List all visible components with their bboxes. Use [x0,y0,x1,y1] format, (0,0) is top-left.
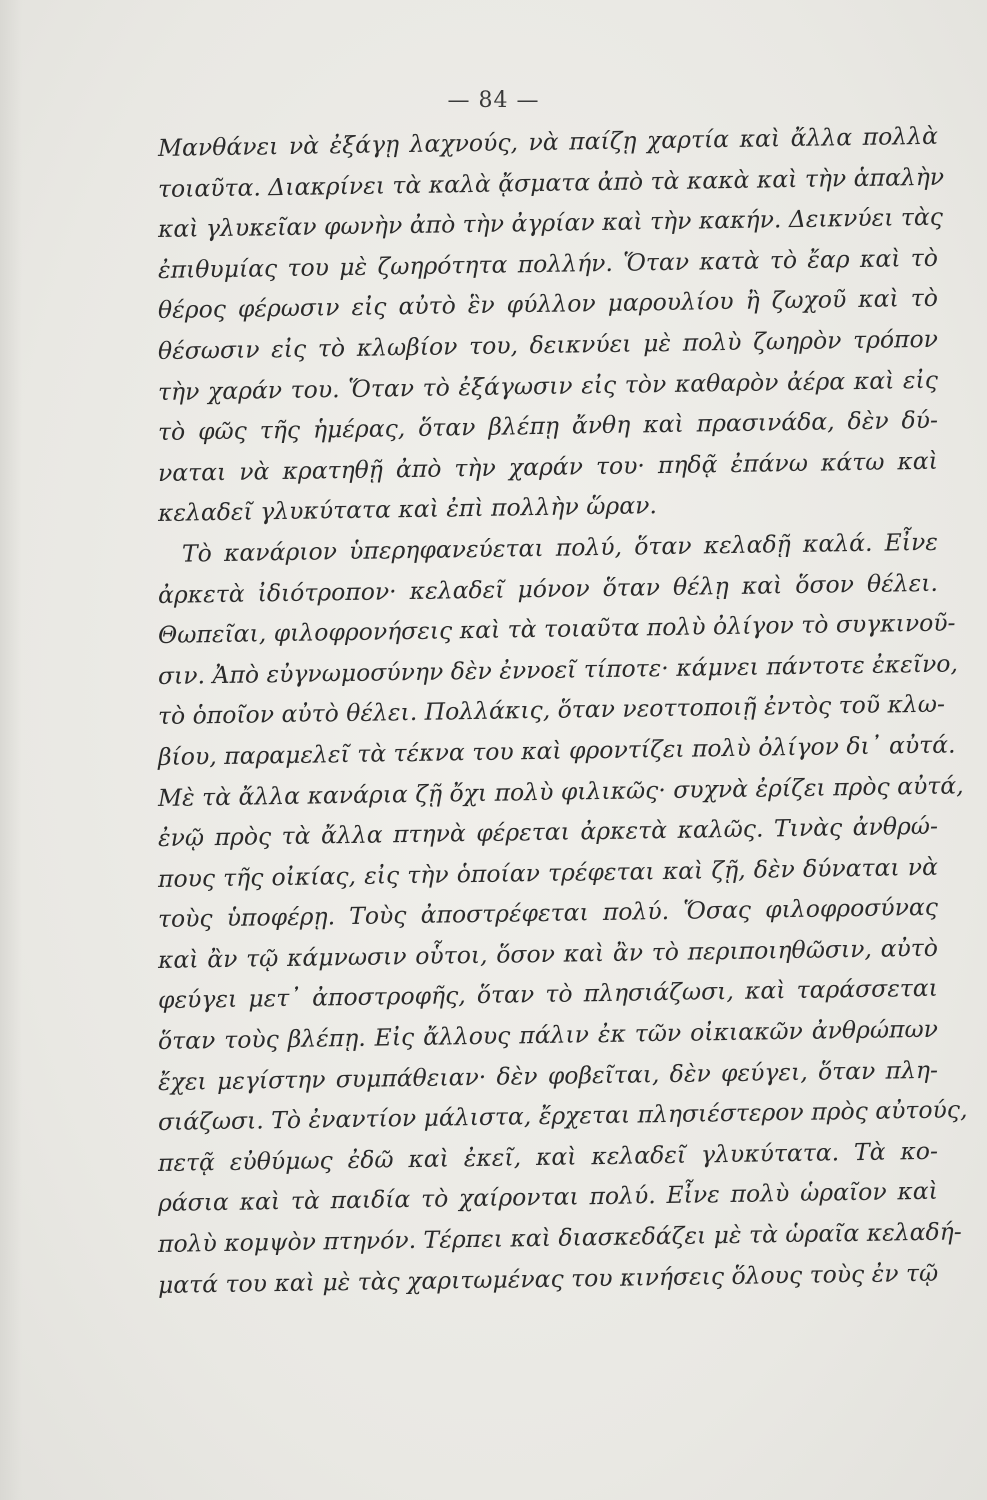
text-line: ματά του καὶ μὲ τὰς χαριτωμένας του κινήσεις ὅλους τοὺς ἐν τῷ [157,1258,939,1299]
text-line: Μὲ τὰ ἄλλα κανάρια ζῇ ὄχι πολὺ φιλικῶς· συχνὰ ἐρίζει πρὸς αὐτά, [157,770,964,812]
text-line: τὴν χαράν του. Ὅταν τὸ ἐξάγωσιν εἰς τὸν καθαρὸν ἀέρα καὶ εἰς [157,365,939,406]
text-line: ἔχει μεγίστην συμπάθειαν· δὲν φοβεῖται, δὲν φεύγει, ὅταν πλη- [157,1055,939,1096]
text-line: Τὸ κανάριον ὑπερηφανεύεται πολύ, ὅταν κελαδῇ καλά. Εἶνε [181,527,939,568]
text-line: τὸ φῶς τῆς ἡμέρας, ὅταν βλέπῃ ἄνθη καὶ πρασινάδα, δὲν δύ- [157,405,939,447]
text-line: θέσωσιν εἰς τὸ κλωβίον του, δεικνύει μὲ πολὺ ζωηρὸν τρόπον [157,324,939,365]
page-binding-shadow [0,0,22,1500]
text-line: σιν. Ἀπὸ εὐγνωμοσύνην δὲν ἐννοεῖ τίποτε· κάμνει πάντοτε ἐκεῖνο, [157,649,959,690]
text-line: σιάζωσι. Τὸ ἐναντίον μάλιστα, ἔρχεται πλησιέστερον πρὸς αὐτούς, [157,1095,968,1137]
text-line: κελαδεῖ γλυκύτατα καὶ ἐπὶ πολλὴν ὥραν. [157,491,658,528]
text-line: ἐπιθυμίας του μὲ ζωηρότητα πολλήν. Ὅταν κατὰ τὸ ἔαρ καὶ τὸ [157,243,939,284]
text-line: ράσια καὶ τὰ παιδία τὸ χαίρονται πολύ. Εἶνε πολὺ ὡραῖον καὶ [157,1177,939,1218]
text-line: πολὺ κομψὸν πτηνόν. Τέρπει καὶ διασκεδάζει μὲ τὰ ὡραῖα κελαδή- [157,1217,962,1259]
text-line: ναται νὰ κρατηθῇ ἀπὸ τὴν χαράν του· πηδᾷ ἐπάνω κάτω καὶ [157,446,939,487]
text-line: ἐνῷ πρὸς τὰ ἄλλα πτηνὰ φέρεται ἀρκετὰ καλῶς. Τινὰς ἀνθρώ- [157,811,939,853]
body-text [157,121,968,1305]
text-line: ὅταν τοὺς βλέπῃ. Εἰς ἄλλους πάλιν ἐκ τῶν οἰκιακῶν ἀνθρώπων [157,1014,939,1056]
text-line: βίου, παραμελεῖ τὰ τέκνα του καὶ φροντίζει πολὺ ὀλίγον δι᾽ αὐτά. [157,730,956,771]
text-line: τοιαῦτα. Διακρίνει τὰ καλὰ ᾄσματα ἀπὸ τὰ κακὰ καὶ τὴν ἁπαλὴν [157,162,945,203]
text-line: θέρος φέρωσιν εἰς αὐτὸ ἓν φύλλον μαρουλίου ἢ ζωχοῦ καὶ τὸ [157,284,939,325]
text-line: τὸ ὁποῖον αὐτὸ θέλει. Πολλάκις, ὅταν νεοττοποιῇ ἐντὸς τοῦ κλω- [157,689,946,731]
text-line: Μανθάνει νὰ ἐξάγῃ λαχνούς, νὰ παίζῃ χαρτία καὶ ἄλλα πολλὰ [157,121,939,162]
page-number: — 84 — [447,88,540,113]
text-line: φεύγει μετ᾽ ἀποστροφῆς, ὅταν τὸ πλησιάζωσι, καὶ ταράσσεται [157,974,939,1015]
text-line: καὶ γλυκεῖαν φωνὴν ἀπὸ τὴν ἀγρίαν καὶ τὴν κακήν. Δεικνύει τὰς [157,202,944,244]
text-line: τοὺς ὑποφέρῃ. Τοὺς ἀποστρέφεται πολύ. Ὅσας φιλοφροσύνας [157,893,939,934]
text-line: ἀρκετὰ ἰδιότροπον· κελαδεῖ μόνον ὅταν θέλῃ καὶ ὅσον θέλει. [157,568,939,609]
text-line: πετᾷ εὐθύμως ἐδῶ καὶ ἐκεῖ, καὶ κελαδεῖ γλυκύτατα. Τὰ κο- [157,1136,939,1177]
text-line: καὶ ἂν τῷ κάμνωσιν οὗτοι, ὅσον καὶ ἂν τὸ περιποιηθῶσιν, αὐτὸ [157,933,939,974]
text-line: πους τῆς οἰκίας, εἰς τὴν ὁποίαν τρέφεται καὶ ζῇ, δὲν δύναται νὰ [157,852,939,893]
text-line: Θωπεῖαι, φιλοφρονήσεις καὶ τὰ τοιαῦτα πολὺ ὀλίγον τὸ συγκινοῦ- [157,608,956,650]
